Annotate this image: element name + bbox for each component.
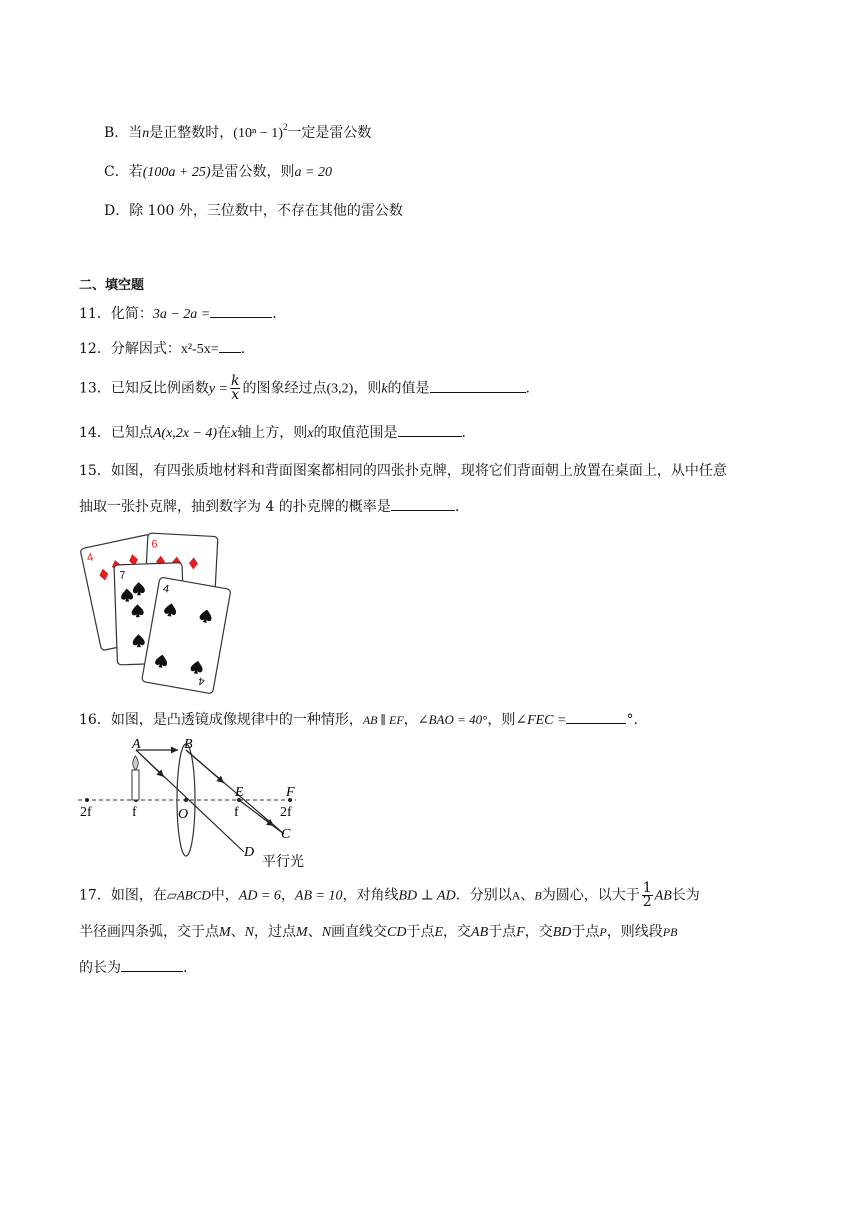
svg-text:f: f (234, 805, 239, 820)
answer-blank[interactable] (430, 378, 526, 393)
svg-text:D: D (244, 845, 255, 860)
svg-text:A: A (132, 737, 141, 752)
svg-text:7: 7 (119, 569, 126, 582)
svg-text:E: E (235, 785, 244, 800)
fraction-half: $\frac{1}{2}$ (642, 880, 652, 910)
svg-text:6: 6 (151, 538, 158, 551)
section-title: 二、填空题 (79, 278, 145, 293)
question-11: 11．化简：3a − 2a = . (79, 303, 277, 325)
question-17-line-2: 半径画四条弧，交于点M、N，过点M、N画直线交CD于点E，交AB于点F，交BD于点P，则线段PB (79, 924, 678, 940)
answer-blank[interactable] (398, 422, 462, 437)
question-17-line-3: 的长为 . (79, 957, 187, 978)
svg-text:2f: 2f (80, 805, 92, 820)
svg-text:O: O (178, 807, 189, 822)
candle (132, 770, 139, 800)
answer-blank[interactable] (391, 496, 455, 511)
svg-text:4: 4 (197, 674, 206, 688)
option-b: B．当n是正整数时，$(10^n - 1)^2$一定是雷公数 (104, 122, 372, 141)
question-12: 12．分解因式：x²-5x= . (79, 338, 245, 360)
question-13: 13．已知反比例函数y = $\frac{k}{x}$ 的图象经过点(3,2)，则k的值是 . (79, 373, 530, 403)
convex-lens-figure (74, 734, 324, 870)
question-14: 14．已知点A(x,2x − 4)在x轴上方，则x的取值范围是 . (79, 422, 466, 444)
question-17: 17．如图，在▱ABCD中，AD = 6，AB = 10，对角线BD ⊥ AD．分别以A、B为圆心，以大于 $\frac{1}{2}$ AB长为 (79, 880, 700, 910)
question-15: 15．如图，有四张质地材料和背面图案都相同的四张扑克牌，现将它们背面朝上放置在桌面上，从中任意 (79, 463, 727, 479)
svg-text:4: 4 (161, 582, 171, 596)
fraction: $\frac{k}{x}$ (231, 373, 240, 403)
option-c: C．若(100a + 25)是雷公数，则a = 20 (104, 164, 332, 180)
svg-text:平行光: 平行光 (262, 854, 304, 870)
answer-blank[interactable] (210, 303, 272, 318)
question-15-line-2: 抽取一张扑克牌，抽到数字为 4 的扑克牌的概率是 . (79, 496, 459, 517)
svg-text:f: f (132, 805, 137, 820)
svg-text:C: C (281, 827, 291, 842)
answer-blank[interactable] (121, 957, 183, 972)
svg-text:B: B (184, 737, 193, 752)
svg-text:2f: 2f (280, 805, 292, 820)
svg-text:F: F (286, 785, 295, 800)
svg-text:4: 4 (85, 551, 95, 565)
question-16: 16．如图，是凸透镜成像规律中的一种情形，AB ∥ EF，∠BAO = 40°，则∠FEC = °. (79, 709, 638, 731)
option-d: D．除 100 外，三位数中，不存在其他的雷公数 (104, 203, 403, 219)
answer-blank[interactable] (566, 709, 626, 724)
playing-cards-figure (76, 527, 244, 695)
answer-blank[interactable] (219, 338, 241, 353)
